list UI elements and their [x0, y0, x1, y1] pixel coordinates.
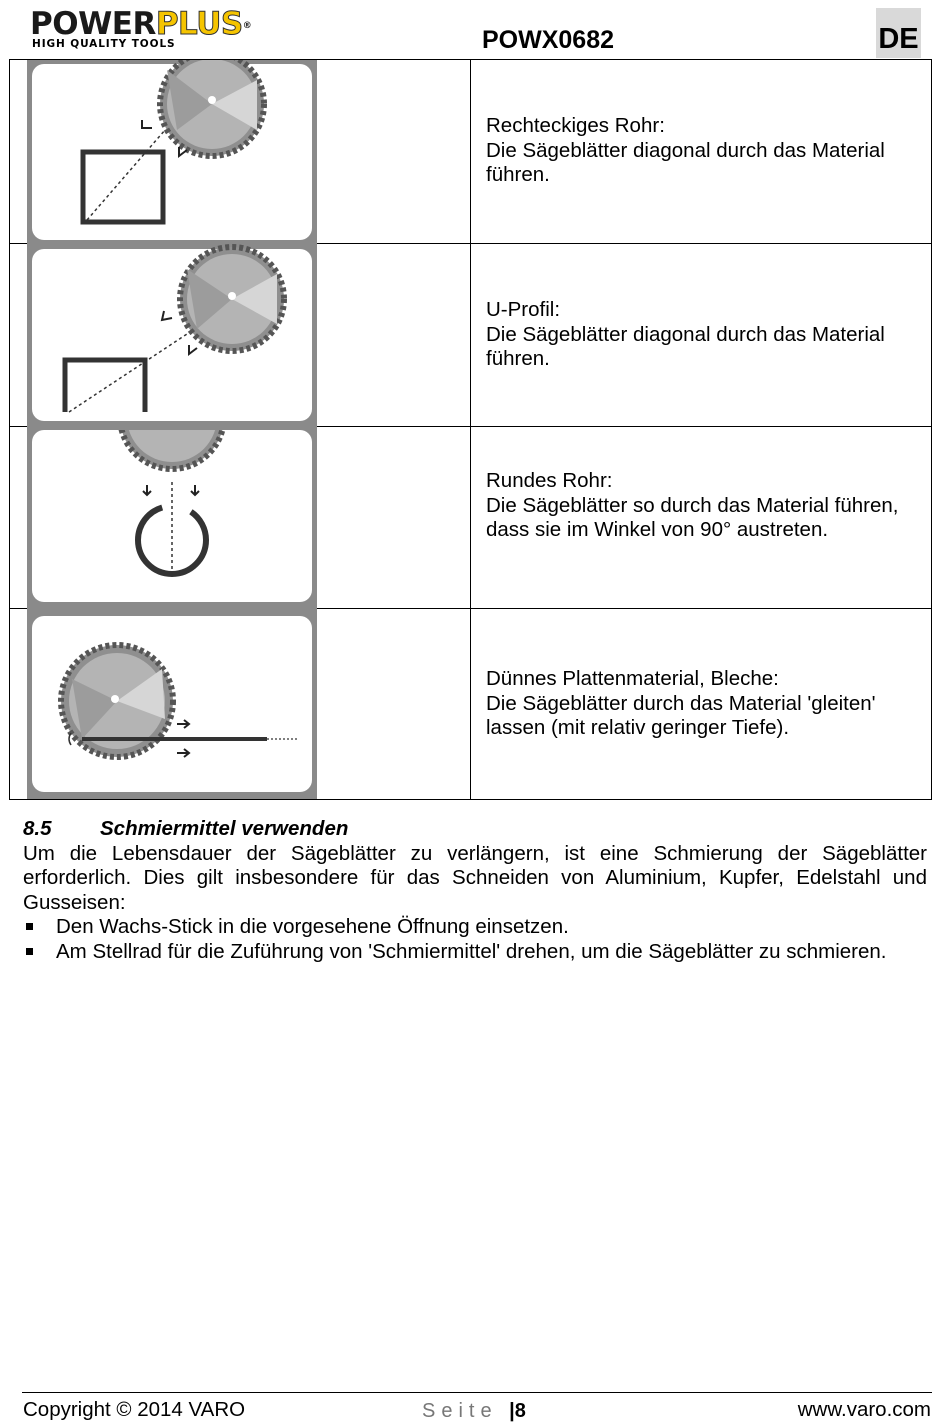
row-title: Rundes Rohr:: [486, 469, 613, 492]
row-text: Die Sägeblätter diagonal durch das Material führen.: [486, 138, 885, 187]
thin-sheet-illustration: [27, 609, 317, 799]
table-row: [10, 609, 931, 799]
saw-blade-icon: [180, 247, 284, 351]
page-separator: |: [509, 1400, 515, 1422]
row-text: Die Sägeblätter diagonal durch das Material führen.: [486, 322, 885, 371]
logo-tagline: HIGH QUALITY TOOLS: [32, 38, 176, 50]
powerplus-logo: [30, 8, 300, 52]
footer-copyright: Copyright © 2014 VARO: [23, 1398, 246, 1421]
row-text: Die Sägeblätter durch das Material 'gleiten' lassen (mit relativ geringer Tiefe).: [486, 691, 876, 740]
language-badge: DE: [876, 8, 921, 58]
list-item: Den Wachs-Stick in die vorgesehene Öffnung einsetzen.: [23, 915, 927, 940]
rectangular-tube-illustration: [27, 60, 317, 244]
table-row: [10, 60, 931, 244]
section-lubricant: [23, 817, 927, 965]
logo-text-plus: PLUS: [155, 6, 243, 42]
section-heading: [23, 817, 927, 842]
footer-website: www.varo.com: [797, 1398, 931, 1421]
instruction-list: [23, 915, 927, 964]
section-number: 8.5: [23, 817, 52, 840]
footer-page-number: [422, 1400, 526, 1423]
u-profile-illustration: [27, 244, 317, 427]
round-tube-illustration: [27, 427, 317, 609]
table-row: [10, 244, 931, 427]
list-item: Am Stellrad für die Zuführung von 'Schmiermittel' drehen, um die Sägeblätter zu schmieren.: [23, 940, 927, 965]
section-title: Schmiermittel verwenden: [100, 817, 349, 840]
table-row: [10, 427, 931, 609]
section-paragraph: Um die Lebensdauer der Sägeblätter zu verlängern, ist eine Schmierung der Sägeblätter erforderlich. Dies gilt insbesondere für das Schneiden von Aluminium, Kupfer, Edelstahl und Gusseisen:: [23, 841, 927, 914]
row-text: Die Sägeblätter so durch das Material führen, dass sie im Winkel von 90° austreten.: [486, 493, 899, 542]
logo-registered-mark: ®: [242, 21, 252, 31]
row-title: Rechteckiges Rohr:: [486, 114, 665, 137]
row-title: U-Profil:: [486, 298, 561, 321]
page-label: Seite: [422, 1400, 498, 1422]
page-number: 8: [514, 1400, 526, 1422]
row-title: Dünnes Plattenmaterial, Bleche:: [486, 667, 779, 690]
cutting-guide-table: [9, 59, 932, 800]
model-number: POWX0682: [482, 26, 615, 54]
logo-text-power: POWER: [30, 6, 156, 42]
footer-divider: [22, 1392, 932, 1393]
